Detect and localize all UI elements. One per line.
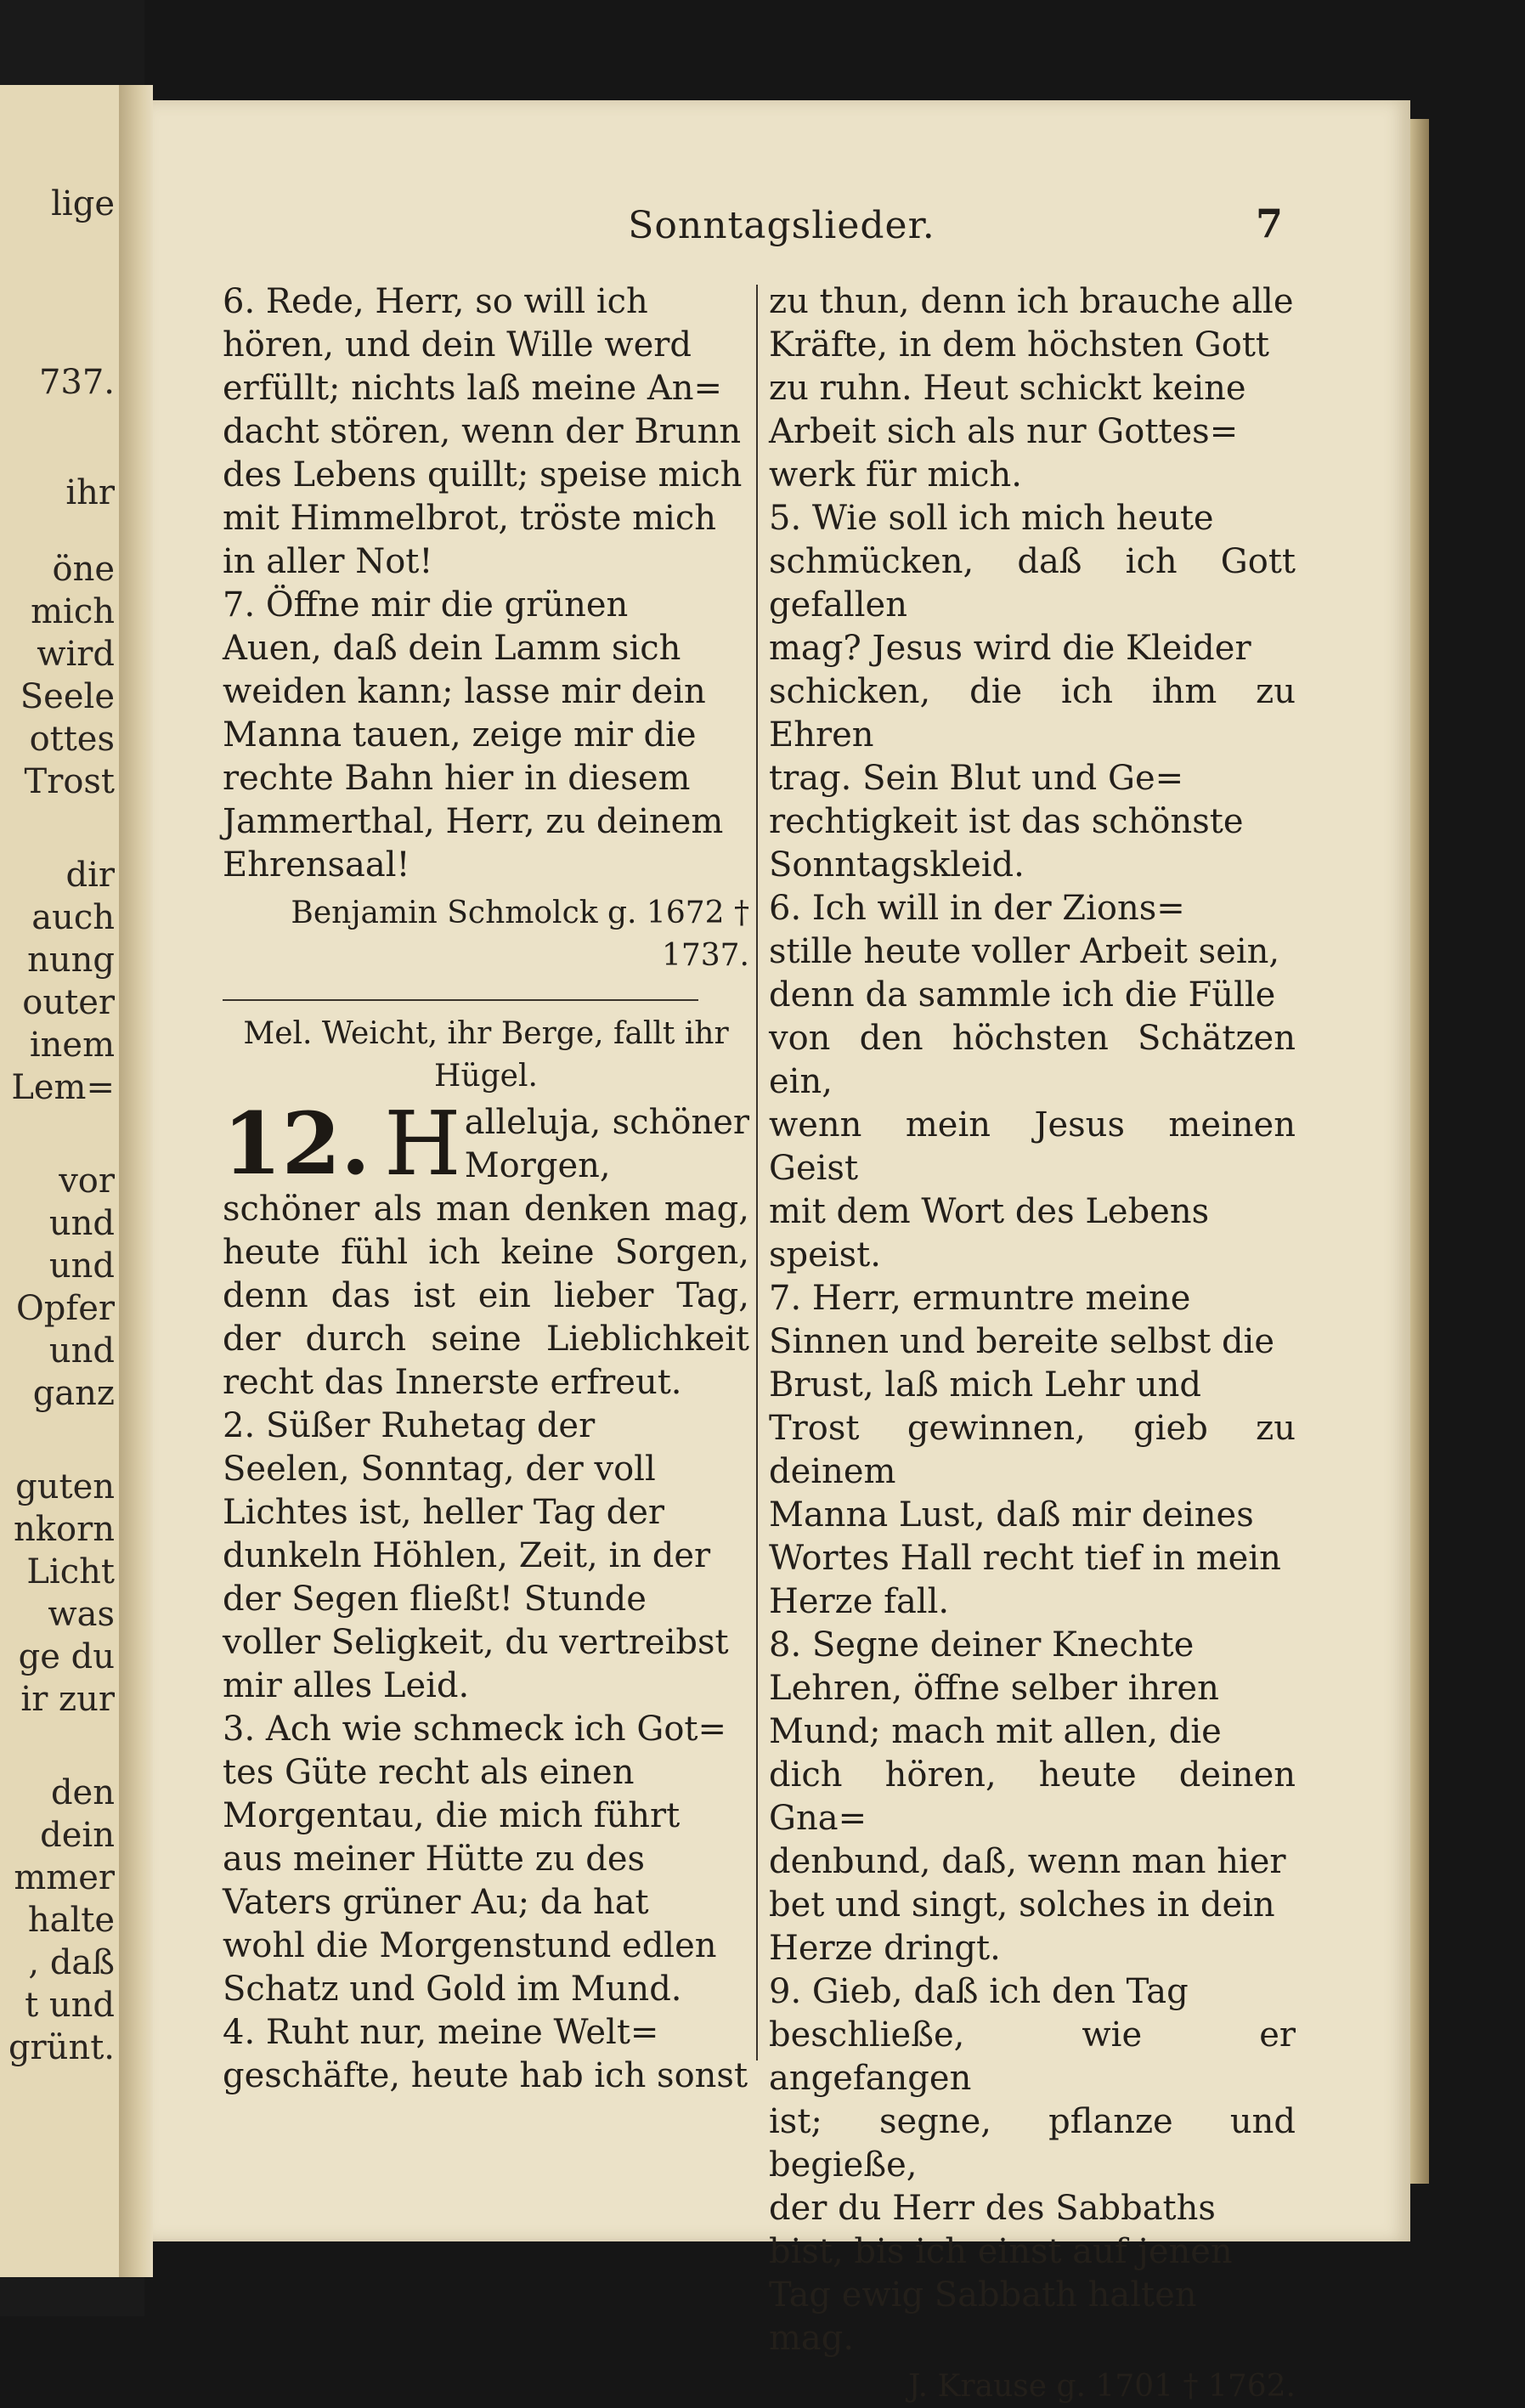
facing-page-text-fragment: dir <box>65 856 115 895</box>
facing-page-text-fragment: ganz <box>32 1374 115 1413</box>
facing-page-text-fragment: den <box>50 1773 115 1812</box>
drop-cap: H <box>383 1092 461 1196</box>
hymn-number: 12. <box>223 1094 370 1194</box>
facing-page-text-fragment: ge du <box>18 1637 115 1676</box>
facing-page-text-fragment: was <box>48 1595 115 1634</box>
facing-page-text-fragment: Licht <box>26 1552 115 1591</box>
facing-page-text-fragment: dein <box>40 1816 115 1855</box>
hymn-12-verses-2-4: 2. Süßer Ruhetag der Seelen, Sonntag, der voll Lichtes ist, heller Tag der dunkeln Höhlen, Zeit, in der der Segen fließt! Stunde voller Seligkeit, du vertreibst mir alles Leid. 3. Ach wie schmeck ich Got= tes Güte recht als einen Morgentau, die mich führt aus meiner Hütte zu des Vaters grüner Au; da hat wohl die Morgenstund edlen Schatz und Gold im Mund. 4. Ruht nur, meine Welt= geschäfte, heute hab ich sonst <box>223 1406 748 2095</box>
facing-page-text-fragment: ottes <box>29 720 115 759</box>
facing-page-text-fragment: nung <box>27 941 115 980</box>
facing-page-text-fragment: Trost <box>24 762 115 801</box>
facing-page-text-fragment: ir zur <box>20 1680 115 1719</box>
facing-page-text-fragment: öne <box>52 550 115 589</box>
facing-page-text-fragment: mich <box>31 592 115 631</box>
facing-page-text-fragment: halte <box>27 1901 115 1940</box>
hymn-12-verses-continued: zu thun, denn ich brauche alle Kräfte, in dem höchsten Gott zu ruhn. Heut schickt keine Arbeit sich als nur Gottes= werk für mich. 5. Wie soll ich mich heute schmücken, daß ich Gott gefallen mag? Jesus wird die Kleider schicken, die ich ihm zu Ehren trag. Sein Blut und Ge= rechtigkeit ist das schönste Sonntagskleid. 6. Ich will in der Zions= stille heute voller Arbeit sein, denn da sammle ich die Fülle von den höchsten Schätzen ein, wenn mein Jesus meinen Geist mit dem Wort des Lebens speist. 7. Herr, ermuntre meine Sinnen und bereite selbst die Brust, laß mich Lehr und Trost gewinnen, gieb zu deinem Manna Lust, daß mir deines Wortes Hall recht tief in mein Herze fall. 8. Segne deiner Knechte Lehren, öffne selber ihren Mund; mach mit allen, die dich hören, heute deinen Gna= denbund, daß, wenn man hier bet und singt, solches in dein Herze dringt. 9. Gieb, daß ich den Tag beschließe, wie er angefangen ist; segne, pflanze und begieße, der du Herr des Sabbaths bist, bis ich einst auf jenen Tag ewig Sabbath halten mag. <box>769 282 1296 2358</box>
facing-page-fragment <box>0 85 121 2277</box>
running-head: Sonntagslieder. <box>628 204 935 247</box>
facing-page-text-fragment: auch <box>31 898 115 937</box>
facing-page-text-fragment: und <box>48 1204 115 1243</box>
facing-page-text-fragment: , daß <box>28 1943 115 1982</box>
column-divider <box>756 285 758 2060</box>
page-edge <box>1410 119 1429 2184</box>
facing-page-text-fragment: inem <box>29 1026 115 1065</box>
author-credit-previous: Benjamin Schmolck g. 1672 † 1737. <box>291 896 749 973</box>
facing-page-text-fragment: nkorn <box>14 1510 115 1549</box>
facing-page-text-fragment: 737. <box>38 363 115 402</box>
facing-page-text-fragment: mmer <box>14 1858 115 1897</box>
facing-page-text-fragment: Opfer <box>16 1289 115 1328</box>
facing-page-text-fragment: Lem= <box>11 1068 115 1107</box>
facing-page-text-fragment: grünt. <box>8 2028 115 2067</box>
facing-page-text-fragment: und <box>48 1246 115 1286</box>
left-column <box>223 280 749 2098</box>
facing-page-text-fragment: ihr <box>65 473 115 512</box>
facing-page-text-fragment: vor <box>59 1162 115 1201</box>
facing-page-text-fragment: guten <box>15 1467 115 1506</box>
hymn-separator-rule <box>223 999 698 1001</box>
hymn-12-verse-1: alleluja, schöner Morgen, schöner als man denken mag, heute fühl ich keine Sorgen, denn das ist ein lieber Tag, der durch seine Lieblichkeit recht das Innerste erfreut. <box>223 1103 749 1402</box>
facing-page-text-fragment: Seele <box>20 677 115 716</box>
hymn-11-verses-6-7: 6. Rede, Herr, so will ich hören, und dein Wille werd erfüllt; nichts laß meine An= dacht stören, wenn der Brunn des Lebens quillt; speise mich mit Himmelbrot, tröste mich in aller Not! 7. Öffne mir die grünen Auen, daß dein Lamm sich weiden kann; lasse mir dein Manna tauen, zeige mir die rechte Bahn hier in diesem Jammerthal, Herr, zu deinem Ehrensaal! <box>223 282 743 885</box>
melody-line: Mel. Weicht, ihr Berge, fallt ihr Hügel. <box>243 1016 729 1094</box>
facing-page-text-fragment: lige <box>51 184 115 223</box>
author-credit: J. Krause g. 1701 † 1762. <box>908 2369 1296 2404</box>
hymn-12-start <box>223 1092 749 1405</box>
facing-page-text-fragment: wird <box>37 635 115 674</box>
facing-page-text-fragment: outer <box>22 983 115 1022</box>
facing-page-text-fragment: und <box>48 1331 115 1371</box>
right-column <box>769 280 1296 2408</box>
page-number: 7 <box>1256 201 1284 246</box>
book-gutter <box>119 85 153 2277</box>
facing-page-text-fragment: t und <box>25 1986 115 2025</box>
